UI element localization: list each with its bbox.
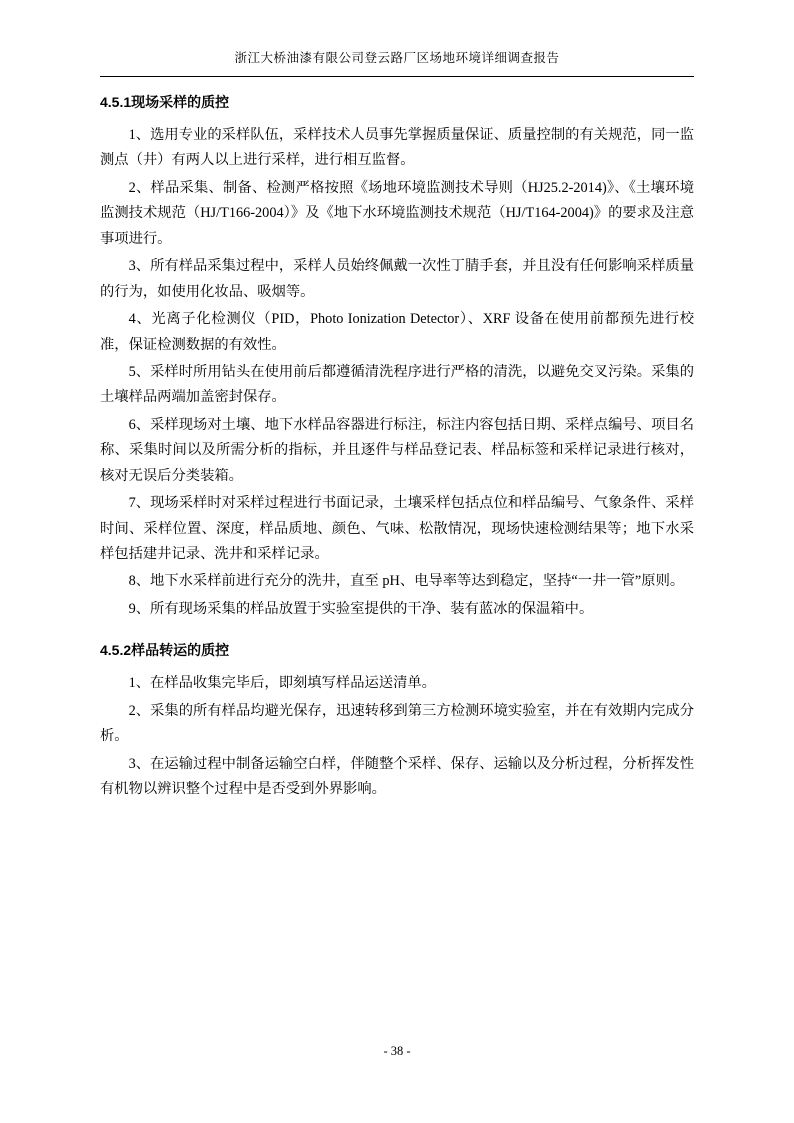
paragraph: 4、光离子化检测仪（PID，Photo Ionization Detector）、XRF 设备在使用前都预先进行校准，保证检测数据的有效性。 [100, 311, 694, 353]
paragraph: 7、现场采样时对采样过程进行书面记录，土壤采样包括点位和样品编号、气象条件、采样时间、采样位置、深度，样品质地、颜色、气味、松散情况，现场快速检测结果等；地下水采样包括建井记录、洗井和采样记录。 [100, 495, 694, 562]
paragraph: 8、地下水采样前进行充分的洗井，直至 pH、电导率等达到稳定，坚持“一井一管”原则。 [128, 573, 685, 590]
paragraph: 6、采样现场对土壤、地下水样品容器进行标注，标注内容包括日期、采样点编号、项目名称、采集时间以及所需分析的指标，并且逐件与样品登记表、样品标签和采样记录进行核对，核对无误后分类装箱。 [100, 416, 694, 484]
page-header: 浙江大桥油漆有限公司登云路厂区场地环境详细调查报告 [234, 51, 560, 65]
paragraph: 9、所有现场采集的样品放置于实验室提供的干净、装有蓝冰的保温箱中。 [128, 600, 594, 617]
paragraph: 1、选用专业的采样队伍，采样技术人员事先掌握质量保证、质量控制的有关规范，同一监测点（井）有两人以上进行采样，进行相互监督。 [100, 127, 694, 169]
paragraph: 3、所有样品采集过程中，采样人员始终佩戴一次性丁腈手套，并且没有任何影响采样质量的行为，如使用化妆品、吸烟等。 [100, 258, 694, 300]
section-heading-4-5-2: 4.5.2样品转运的质控 [100, 642, 230, 659]
paragraph: 2、样品采集、制备、检测严格按照《场地环境监测技术导则（HJ25.2-2014)》、《土壤环境监测技术规范（HJ/T166-2004）》及《地下水环境监测技术规范（HJ/T164-2004)》的要求及注意事项进行。 [100, 179, 694, 247]
header-divider [100, 76, 694, 77]
page-number: - 38 - [383, 1044, 411, 1058]
section-heading-4-5-1: 4.5.1现场采样的质控 [100, 94, 230, 110]
page-content [100, 92, 694, 805]
paragraph: 5、采样时所用钻头在使用前后都遵循清洗程序进行严格的清洗，以避免交叉污染。采集的土壤样品两端加盖密封保存。 [100, 363, 694, 406]
paragraph: 3、在运输过程中制备运输空白样，伴随整个采样、保存、运输以及分析过程，分析挥发性有机物以辨识整个过程中是否受到外界影响。 [100, 755, 694, 798]
paragraph: 1、在样品收集完毕后，即刻填写样品运送清单。 [128, 675, 436, 692]
paragraph: 2、采集的所有样品均避光保存，迅速转移到第三方检测环境实验室，并在有效期内完成分析。 [100, 702, 694, 745]
